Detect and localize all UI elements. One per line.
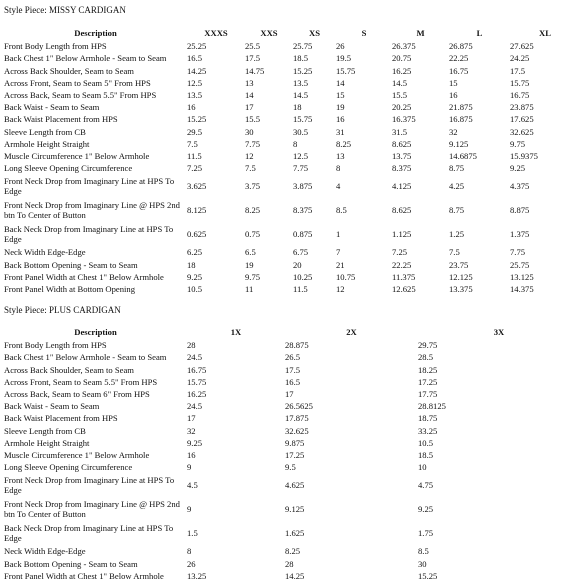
measurement-cell: 31.5 <box>392 126 408 137</box>
measurement-cell: 8 <box>187 546 192 557</box>
measurement-cell: 10.75 <box>336 271 356 282</box>
row-description: Across Front, Seam to Seam 5.5" From HPS <box>4 376 158 387</box>
row-description: Back Bottom Opening - Seam to Seam <box>4 259 138 270</box>
measurement-cell: 14.75 <box>245 65 265 76</box>
measurement-cell: 25.75 <box>510 259 530 270</box>
table-row <box>4 413 580 425</box>
measurement-cell: 18.75 <box>418 413 438 424</box>
measurement-cell: 4.25 <box>449 181 465 192</box>
column-header-size: L <box>476 28 483 39</box>
measurement-cell: 16 <box>187 449 196 460</box>
measurement-cell: 17 <box>187 413 196 424</box>
measurement-cell: 3.875 <box>293 181 313 192</box>
measurement-cell: 8.125 <box>187 205 207 216</box>
measurement-cell: 15.5 <box>392 90 408 101</box>
measurement-cell: 1.125 <box>392 229 412 240</box>
measurement-cell: 15 <box>336 90 345 101</box>
row-description: Muscle Circumference 1" Below Armhole <box>4 150 150 161</box>
row-description: Across Front, Seam to Seam 5" From HPS <box>4 77 151 88</box>
column-header-size: 2X <box>346 327 357 338</box>
measurement-cell: 16.375 <box>392 114 416 125</box>
measurement-cell: 26.5 <box>285 352 301 363</box>
table-row <box>4 377 580 389</box>
measurement-cell: 7.5 <box>187 138 198 149</box>
column-header-size: XL <box>539 28 551 39</box>
measurement-cell: 32 <box>449 126 458 137</box>
measurement-cell: 13.25 <box>187 570 207 581</box>
missy-style-label: Style Piece: MISSY CARDIGAN <box>4 5 126 15</box>
table-row <box>4 389 580 401</box>
measurement-cell: 1.75 <box>418 528 434 539</box>
measurement-cell: 11.375 <box>392 271 416 282</box>
row-description: Back Waist - Seam to Seam <box>4 401 100 412</box>
measurement-cell: 16 <box>187 102 196 113</box>
column-header-size: 3X <box>493 327 505 338</box>
measurement-cell: 18 <box>187 259 196 270</box>
measurement-cell: 25.25 <box>187 41 207 52</box>
table-row <box>4 340 580 352</box>
table-row <box>4 102 580 114</box>
table-row <box>4 114 580 126</box>
plus-header-row <box>4 326 580 340</box>
table-row <box>4 352 580 364</box>
measurement-cell: 16.875 <box>449 114 473 125</box>
measurement-cell: 8 <box>293 138 298 149</box>
measurement-cell: 12.5 <box>187 77 203 88</box>
measurement-cell: 4 <box>336 181 341 192</box>
measurement-cell: 6.25 <box>187 247 203 258</box>
measurement-cell: 17.875 <box>285 413 309 424</box>
measurement-cell: 23.875 <box>510 102 534 113</box>
row-description: Back Neck Drop from Imaginary Line at HPS To Edge <box>4 224 174 245</box>
measurement-cell: 7.25 <box>392 247 408 258</box>
measurement-cell: 20.25 <box>392 102 412 113</box>
measurement-cell: 18.25 <box>418 364 438 375</box>
table-row <box>4 163 580 175</box>
measurement-cell: 12 <box>336 283 345 294</box>
measurement-cell: 15.5 <box>245 114 261 125</box>
measurement-cell: 26 <box>187 558 196 569</box>
column-header-size: S <box>361 28 367 39</box>
row-description: Sleeve Length from CB <box>4 425 86 436</box>
row-description: Neck Width Edge-Edge <box>4 247 86 258</box>
row-description: Back Chest 1" Below Armhole - Seam to Seam <box>4 352 167 363</box>
measurement-cell: 15.25 <box>293 65 313 76</box>
measurement-cell: 27.625 <box>510 41 534 52</box>
measurement-cell: 9.125 <box>285 504 305 515</box>
measurement-cell: 9 <box>187 504 192 515</box>
measurement-cell: 3.75 <box>245 181 261 192</box>
measurement-cell: 4.125 <box>392 181 412 192</box>
measurement-cell: 9.25 <box>510 163 526 174</box>
row-description: Back Bottom Opening - Seam to Seam <box>4 558 138 569</box>
measurement-cell: 0.875 <box>293 229 313 240</box>
measurement-cell: 12.125 <box>449 271 473 282</box>
measurement-cell: 28 <box>187 340 196 351</box>
measurement-cell: 9.125 <box>449 138 469 149</box>
measurement-cell: 13.75 <box>392 150 412 161</box>
measurement-cell: 16.75 <box>510 90 530 101</box>
table-row <box>4 364 580 376</box>
measurement-cell: 19.5 <box>336 53 352 64</box>
measurement-cell: 28.875 <box>285 340 309 351</box>
column-header-description: Description <box>74 327 117 338</box>
measurement-cell: 16.5 <box>187 53 203 64</box>
measurement-cell: 24.5 <box>187 401 203 412</box>
column-header-size: XXS <box>260 28 278 39</box>
measurement-cell: 18.5 <box>418 449 434 460</box>
measurement-cell: 8.625 <box>392 138 412 149</box>
table-row <box>4 558 580 570</box>
measurement-cell: 22.25 <box>449 53 469 64</box>
column-header-size: XXXS <box>204 28 228 39</box>
measurement-cell: 26.5625 <box>285 401 313 412</box>
table-row <box>4 498 580 522</box>
measurement-cell: 15.9375 <box>510 150 538 161</box>
measurement-cell: 25.5 <box>245 41 261 52</box>
measurement-cell: 4.75 <box>418 480 434 491</box>
missy-header-row <box>4 27 580 41</box>
measurement-cell: 25.75 <box>293 41 313 52</box>
row-description: Across Back, Seam to Seam 6" From HPS <box>4 389 150 400</box>
measurement-cell: 17.25 <box>418 376 438 387</box>
measurement-cell: 16 <box>449 90 458 101</box>
measurement-cell: 8.5 <box>418 546 429 557</box>
measurement-cell: 11 <box>245 283 254 294</box>
measurement-cell: 32 <box>187 425 196 436</box>
measurement-cell: 9.25 <box>418 504 434 515</box>
plus-table-body <box>4 340 580 583</box>
row-description: Muscle Circumference 1" Below Armhole <box>4 449 150 460</box>
row-description: Armhole Height Straight <box>4 138 90 149</box>
measurement-cell: 9.75 <box>245 271 261 282</box>
measurement-cell: 30 <box>245 126 254 137</box>
row-description: Long Sleeve Opening Circumference <box>4 462 133 473</box>
measurement-cell: 17.5 <box>510 65 526 76</box>
row-description: Sleeve Length from CB <box>4 126 86 137</box>
measurement-cell: 9.875 <box>285 437 305 448</box>
measurement-cell: 1.625 <box>285 528 305 539</box>
measurement-cell: 15.75 <box>187 376 207 387</box>
row-description: Front Body Length from HPS <box>4 340 107 351</box>
measurement-cell: 12 <box>245 150 254 161</box>
plus-spec-table <box>4 326 580 583</box>
measurement-cell: 16 <box>336 114 345 125</box>
measurement-cell: 33.25 <box>418 425 438 436</box>
measurement-cell: 21 <box>336 259 345 270</box>
measurement-cell: 21.875 <box>449 102 473 113</box>
measurement-cell: 18.5 <box>293 53 309 64</box>
table-row <box>4 139 580 151</box>
measurement-cell: 1.5 <box>187 528 198 539</box>
measurement-cell: 14.5 <box>392 77 408 88</box>
measurement-cell: 17 <box>285 389 294 400</box>
row-description: Front Panel Width at Bottom Opening <box>4 283 136 294</box>
measurement-cell: 14.375 <box>510 283 534 294</box>
measurement-cell: 20 <box>293 259 302 270</box>
measurement-cell: 24.25 <box>510 53 530 64</box>
missy-table-body <box>4 41 580 296</box>
measurement-cell: 16.75 <box>187 364 207 375</box>
measurement-cell: 17 <box>245 102 254 113</box>
measurement-cell: 16.25 <box>392 65 412 76</box>
measurement-cell: 26.375 <box>392 41 416 52</box>
table-row <box>4 90 580 102</box>
measurement-cell: 8.75 <box>449 163 465 174</box>
measurement-cell: 8.625 <box>392 205 412 216</box>
table-row <box>4 570 580 582</box>
table-row <box>4 401 580 413</box>
table-row <box>4 223 580 247</box>
measurement-cell: 19 <box>336 102 345 113</box>
row-description: Across Back Shoulder, Seam to Seam <box>4 364 134 375</box>
measurement-cell: 10 <box>418 462 427 473</box>
measurement-cell: 26 <box>336 41 345 52</box>
measurement-cell: 8.5 <box>336 205 347 216</box>
measurement-cell: 7.5 <box>449 247 460 258</box>
measurement-cell: 10.5 <box>418 437 434 448</box>
table-row <box>4 41 580 53</box>
measurement-cell: 15.25 <box>418 570 438 581</box>
measurement-cell: 8.375 <box>392 163 412 174</box>
measurement-cell: 16.25 <box>187 389 207 400</box>
row-description: Back Waist Placement from HPS <box>4 413 118 424</box>
table-row <box>4 462 580 474</box>
measurement-cell: 13 <box>245 77 254 88</box>
row-description: Back Waist - Seam to Seam <box>4 102 100 113</box>
measurement-cell: 14.25 <box>187 65 207 76</box>
measurement-cell: 17.5 <box>285 364 301 375</box>
row-description: Front Neck Drop from Imaginary Line at HPS To Edge <box>4 475 175 496</box>
measurement-cell: 14 <box>336 77 345 88</box>
measurement-cell: 15.75 <box>510 77 530 88</box>
measurement-cell: 14.25 <box>285 570 305 581</box>
table-row <box>4 284 580 296</box>
row-description: Long Sleeve Opening Circumference <box>4 163 133 174</box>
missy-spec-table <box>4 27 580 296</box>
measurement-cell: 13.375 <box>449 283 473 294</box>
measurement-cell: 24.5 <box>187 352 203 363</box>
row-description: Back Waist Placement from HPS <box>4 114 118 125</box>
measurement-cell: 8.25 <box>285 546 301 557</box>
table-row <box>4 151 580 163</box>
measurement-cell: 13.5 <box>187 90 203 101</box>
measurement-cell: 8.25 <box>245 205 261 216</box>
measurement-cell: 30.5 <box>293 126 309 137</box>
row-description: Front Panel Width at Chest 1" Below Armhole <box>4 570 164 581</box>
measurement-cell: 11.5 <box>293 283 308 294</box>
measurement-cell: 31 <box>336 126 345 137</box>
measurement-cell: 9.75 <box>510 138 526 149</box>
measurement-cell: 19 <box>245 259 254 270</box>
measurement-cell: 7.75 <box>245 138 261 149</box>
measurement-cell: 6.5 <box>245 247 256 258</box>
measurement-cell: 23.75 <box>449 259 469 270</box>
measurement-cell: 16.75 <box>449 65 469 76</box>
measurement-cell: 32.625 <box>510 126 534 137</box>
measurement-cell: 14.5 <box>293 90 309 101</box>
measurement-cell: 7.25 <box>187 163 203 174</box>
measurement-cell: 15 <box>449 77 458 88</box>
measurement-cell: 4.5 <box>187 480 198 491</box>
measurement-cell: 17.75 <box>418 389 438 400</box>
measurement-cell: 15.75 <box>293 114 313 125</box>
column-header-size: XS <box>309 28 320 39</box>
measurement-cell: 7.75 <box>510 247 526 258</box>
measurement-cell: 7 <box>336 247 341 258</box>
measurement-cell: 9.5 <box>285 462 296 473</box>
measurement-cell: 3.625 <box>187 181 207 192</box>
row-description: Back Neck Drop from Imaginary Line at HPS To Edge <box>4 523 174 544</box>
row-description: Front Neck Drop from Imaginary Line at HPS To Edge <box>4 176 175 197</box>
table-row <box>4 247 580 259</box>
measurement-cell: 13 <box>336 150 345 161</box>
table-row <box>4 65 580 77</box>
measurement-cell: 8.75 <box>449 205 465 216</box>
measurement-cell: 8.875 <box>510 205 530 216</box>
row-description: Front Neck Drop from Imaginary Line @ HPS 2nd btn To Center of Button <box>4 499 180 520</box>
row-description: Back Chest 1" Below Armhole - Seam to Seam <box>4 53 167 64</box>
measurement-cell: 8.375 <box>293 205 313 216</box>
row-description: Front Panel Width at Chest 1" Below Armhole <box>4 271 164 282</box>
measurement-cell: 17.625 <box>510 114 534 125</box>
table-row <box>4 522 580 546</box>
measurement-cell: 22.25 <box>392 259 412 270</box>
measurement-cell: 0.75 <box>245 229 261 240</box>
measurement-cell: 14.6875 <box>449 150 477 161</box>
measurement-cell: 1.375 <box>510 229 530 240</box>
table-row <box>4 271 580 283</box>
table-row <box>4 450 580 462</box>
measurement-cell: 29.5 <box>187 126 203 137</box>
measurement-cell: 11.5 <box>187 150 202 161</box>
table-row <box>4 199 580 223</box>
measurement-cell: 20.75 <box>392 53 412 64</box>
row-description: Front Neck Drop from Imaginary Line @ HPS 2nd btn To Center of Button <box>4 200 180 221</box>
table-row <box>4 259 580 271</box>
measurement-cell: 28 <box>285 558 294 569</box>
measurement-cell: 28.5 <box>418 352 434 363</box>
measurement-cell: 12.625 <box>392 283 416 294</box>
plus-style-label: Style Piece: PLUS CARDIGAN <box>4 305 121 315</box>
measurement-cell: 8 <box>336 163 341 174</box>
column-header-description: Description <box>74 28 117 39</box>
measurement-cell: 0.625 <box>187 229 207 240</box>
measurement-cell: 29.75 <box>418 340 438 351</box>
table-row <box>4 53 580 65</box>
row-description: Neck Width Edge-Edge <box>4 546 86 557</box>
measurement-cell: 4.625 <box>285 480 305 491</box>
table-row <box>4 474 580 498</box>
table-row <box>4 175 580 199</box>
measurement-cell: 12.5 <box>293 150 309 161</box>
measurement-cell: 1.25 <box>449 229 465 240</box>
table-row <box>4 78 580 90</box>
measurement-cell: 10.25 <box>293 271 313 282</box>
measurement-cell: 14 <box>245 90 254 101</box>
measurement-cell: 17.5 <box>245 53 261 64</box>
measurement-cell: 8.25 <box>336 138 352 149</box>
measurement-cell: 26.875 <box>449 41 473 52</box>
column-header-size: M <box>416 28 425 39</box>
measurement-cell: 13.5 <box>293 77 309 88</box>
table-row <box>4 425 580 437</box>
measurement-cell: 32.625 <box>285 425 309 436</box>
measurement-cell: 17.25 <box>285 449 305 460</box>
measurement-cell: 10.5 <box>187 283 203 294</box>
table-row <box>4 546 580 558</box>
measurement-cell: 16.5 <box>285 376 301 387</box>
measurement-cell: 15.25 <box>187 114 207 125</box>
table-row <box>4 438 580 450</box>
measurement-cell: 7.5 <box>245 163 256 174</box>
column-header-size: 1X <box>230 327 242 338</box>
table-row <box>4 126 580 138</box>
measurement-cell: 28.8125 <box>418 401 446 412</box>
measurement-cell: 9.25 <box>187 437 203 448</box>
measurement-cell: 30 <box>418 558 427 569</box>
row-description: Across Back Shoulder, Seam to Seam <box>4 65 134 76</box>
measurement-cell: 18 <box>293 102 302 113</box>
measurement-cell: 13.125 <box>510 271 534 282</box>
row-description: Front Body Length from HPS <box>4 41 107 52</box>
measurement-cell: 7.75 <box>293 163 309 174</box>
measurement-cell: 9 <box>187 462 192 473</box>
measurement-cell: 9.25 <box>187 271 203 282</box>
measurement-cell: 4.375 <box>510 181 530 192</box>
measurement-cell: 15.75 <box>336 65 356 76</box>
row-description: Across Back, Seam to Seam 5.5" From HPS <box>4 90 157 101</box>
measurement-cell: 1 <box>336 229 341 240</box>
measurement-cell: 6.75 <box>293 247 309 258</box>
row-description: Armhole Height Straight <box>4 437 90 448</box>
